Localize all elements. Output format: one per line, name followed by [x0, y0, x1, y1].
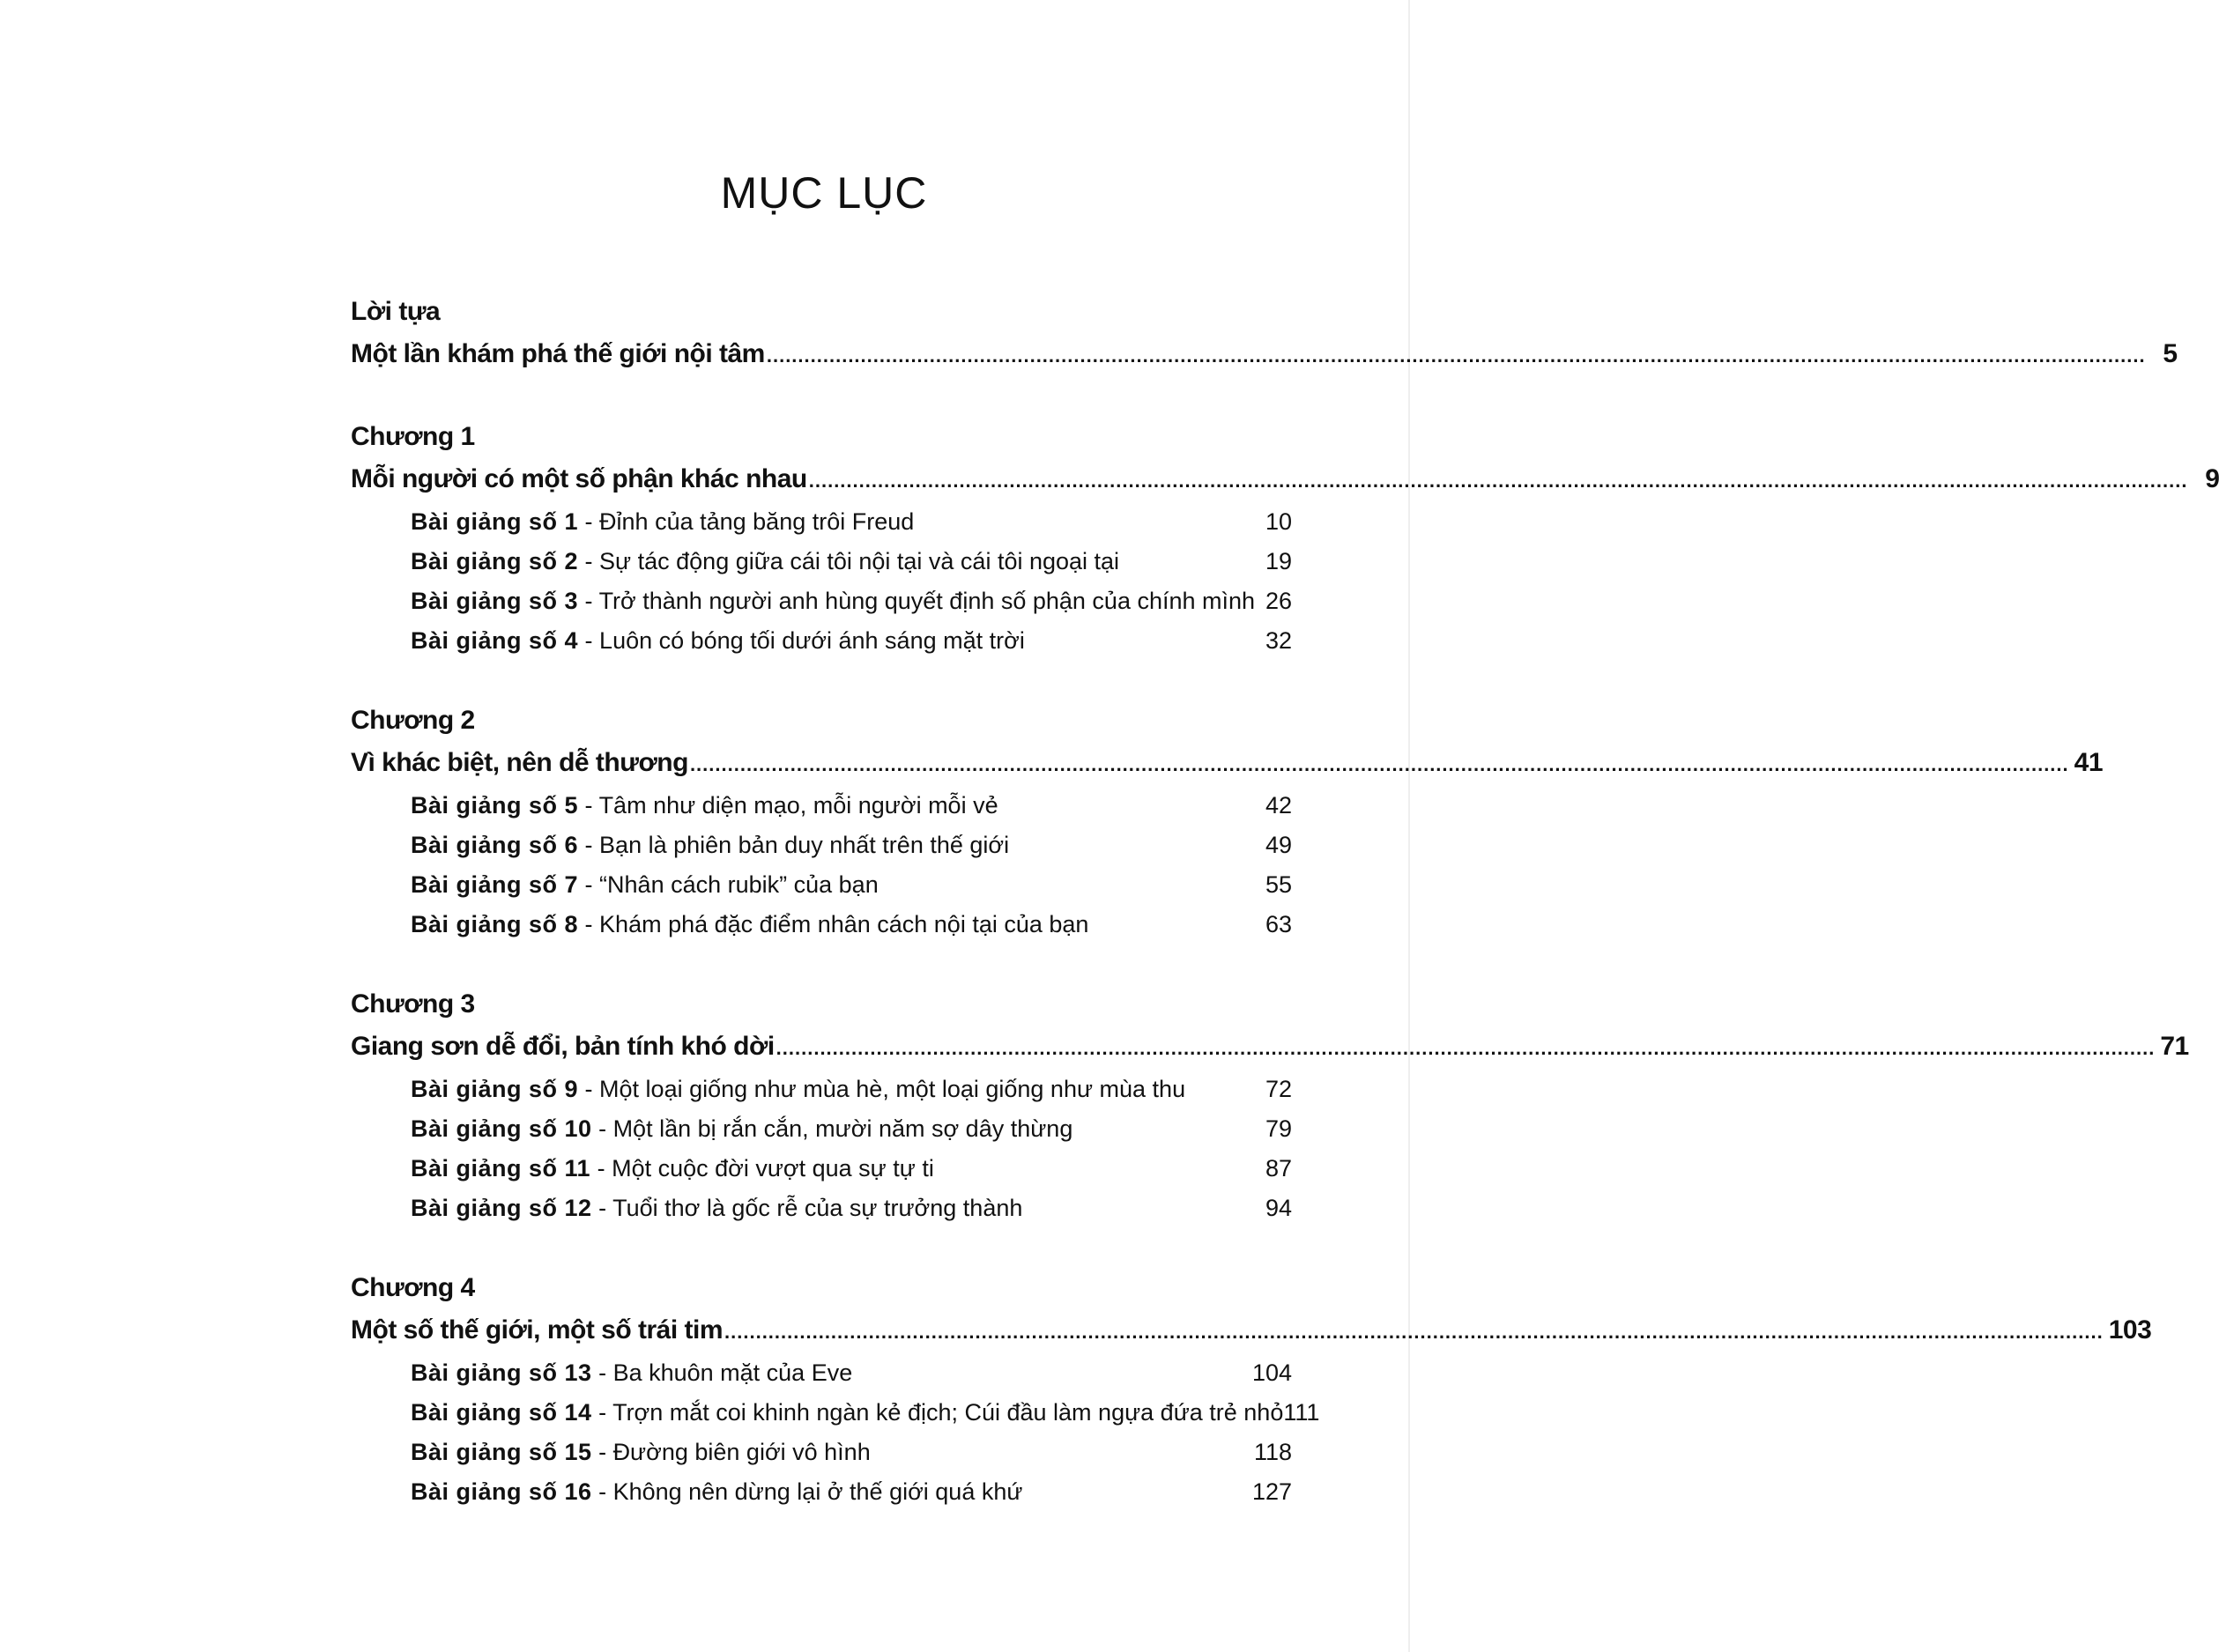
lesson-separator: -	[591, 1439, 613, 1465]
lesson-text	[411, 826, 1257, 865]
lesson-separator: -	[591, 1115, 613, 1142]
section-heading-entry[interactable]	[351, 331, 2178, 377]
lesson-text	[411, 1149, 1257, 1189]
section-label: Chương 2	[351, 706, 475, 735]
section-page-number: 5	[2163, 339, 2178, 368]
lesson-text	[411, 786, 1257, 826]
section-label: Chương 1	[351, 422, 475, 451]
section-heading-entry[interactable]	[351, 740, 2104, 786]
section-heading-entry[interactable]	[351, 1308, 2152, 1353]
lesson-page-number: 26	[1265, 588, 1292, 614]
lesson-separator: -	[578, 627, 600, 654]
section-heading: Mỗi người có một số phận khác nhau	[351, 464, 807, 493]
lesson-entry[interactable]	[351, 1109, 1292, 1149]
lesson-separator: -	[578, 1076, 600, 1102]
lesson-page-number: 32	[1265, 627, 1292, 654]
section-heading: Giang sơn dễ đổi, bản tính khó dời	[351, 1032, 775, 1061]
lesson-entry[interactable]	[351, 1393, 1320, 1433]
lesson-entry[interactable]	[351, 542, 1292, 582]
section-heading-entry[interactable]	[351, 456, 2219, 502]
lesson-number: Bài giảng số 14	[411, 1399, 592, 1426]
lesson-page-number: 94	[1265, 1195, 1292, 1221]
lesson-separator: -	[578, 588, 599, 614]
lesson-entry[interactable]	[351, 1433, 1292, 1472]
lesson-separator: -	[591, 1195, 613, 1221]
dot-leader: ............................................................................................................................................................................................................................	[689, 753, 2069, 775]
lesson-separator: -	[591, 1359, 613, 1386]
lesson-number: Bài giảng số 8	[411, 911, 579, 937]
lesson-number: Bài giảng số 1	[411, 508, 579, 535]
lesson-entry[interactable]	[351, 1149, 1292, 1189]
lesson-entry[interactable]	[351, 1472, 1292, 1512]
lesson-entry[interactable]	[351, 1353, 1292, 1393]
section-page-number: 9	[2205, 464, 2219, 493]
lesson-title: Đường biên giới vô hình	[612, 1439, 871, 1465]
lesson-entry[interactable]	[351, 502, 1292, 542]
lesson-title: “Nhân cách rubik” của bạn	[599, 871, 879, 898]
toc-section	[351, 1269, 2152, 1512]
dot-leader: ............................................................................................................................................................................................................................	[724, 1321, 2104, 1343]
lesson-page-number: 104	[1251, 1359, 1292, 1386]
lesson-text	[411, 582, 1257, 621]
lesson-entry[interactable]	[351, 621, 1292, 661]
section-page-number: 41	[2074, 748, 2104, 777]
lesson-title: Tuổi thơ là gốc rễ của sự trưởng thành	[612, 1195, 1023, 1221]
lesson-text	[411, 502, 1257, 542]
lesson-separator: -	[578, 911, 600, 937]
section-heading: Vì khác biệt, nên dễ thương	[351, 748, 688, 777]
lesson-text	[411, 865, 1257, 905]
lesson-number: Bài giảng số 12	[411, 1195, 592, 1221]
lesson-text	[411, 1353, 1252, 1393]
lesson-text	[411, 1393, 1283, 1433]
lesson-number: Bài giảng số 3	[411, 588, 579, 614]
lesson-number: Bài giảng số 11	[411, 1155, 591, 1182]
section-label: Chương 4	[351, 1273, 475, 1302]
toc-section	[351, 985, 2189, 1228]
lesson-title: Không nên dừng lại ở thế giới quá khứ	[612, 1478, 1023, 1505]
lesson-page-number: 127	[1251, 1478, 1292, 1505]
lesson-separator: -	[591, 1478, 613, 1505]
lesson-page-number: 10	[1265, 508, 1292, 535]
page-title: MỤC LỤC	[720, 168, 928, 218]
lesson-entry[interactable]	[351, 826, 1292, 865]
lesson-text	[411, 905, 1257, 945]
lesson-entry[interactable]	[351, 905, 1292, 945]
lesson-page-number: 72	[1265, 1076, 1292, 1102]
lesson-page-number: 55	[1265, 871, 1292, 898]
lesson-title: Tâm như diện mạo, mỗi người mỗi vẻ	[598, 792, 998, 819]
lesson-separator: -	[578, 871, 600, 898]
lesson-title: Một cuộc đời vượt qua sự tự ti	[612, 1155, 934, 1182]
lesson-title: Một lần bị rắn cắn, mười năm sợ dây thừng	[612, 1115, 1073, 1142]
lesson-title: Đỉnh của tảng băng trôi Freud	[599, 508, 915, 535]
lesson-separator: -	[578, 548, 600, 574]
toc-section	[351, 701, 2104, 945]
section-label: Chương 3	[351, 989, 475, 1019]
lesson-entry[interactable]	[351, 582, 1292, 621]
lesson-text	[411, 1109, 1257, 1149]
lesson-page-number: 49	[1265, 832, 1292, 858]
lesson-text	[411, 1189, 1257, 1228]
lesson-page-number: 79	[1265, 1115, 1292, 1142]
lesson-number: Bài giảng số 7	[411, 871, 579, 898]
lesson-title: Bạn là phiên bản duy nhất trên thế giới	[599, 832, 1010, 858]
lesson-title: Trợn mắt coi khinh ngàn kẻ địch; Cúi đầu làm ngựa đứa trẻ nhỏ	[612, 1399, 1284, 1426]
lesson-text	[411, 1070, 1257, 1109]
lesson-page-number: 42	[1265, 792, 1292, 819]
lesson-separator: -	[590, 1155, 612, 1182]
lesson-separator: -	[591, 1399, 613, 1426]
lesson-entry[interactable]	[351, 786, 1292, 826]
dot-leader: ............................................................................................................................................................................................................................	[808, 470, 2188, 492]
section-label: Lời tựa	[351, 297, 441, 326]
lesson-separator: -	[578, 508, 600, 535]
section-page-number: 71	[2160, 1032, 2189, 1061]
lesson-separator: -	[578, 832, 600, 858]
lesson-text	[411, 1433, 1254, 1472]
lesson-page-number: 87	[1265, 1155, 1292, 1182]
lesson-number: Bài giảng số 5	[411, 792, 579, 819]
lesson-number: Bài giảng số 15	[411, 1439, 592, 1465]
lesson-title: Luôn có bóng tối dưới ánh sáng mặt trời	[599, 627, 1025, 654]
lesson-title: Ba khuôn mặt của Eve	[612, 1359, 853, 1386]
lesson-title: Một loại giống như mùa hè, một loại giống như mùa thu	[599, 1076, 1186, 1102]
section-page-number: 103	[2108, 1315, 2152, 1345]
lesson-page-number: 111	[1283, 1399, 1320, 1426]
lesson-number: Bài giảng số 10	[411, 1115, 592, 1142]
lesson-number: Bài giảng số 16	[411, 1478, 592, 1505]
lesson-entry[interactable]	[351, 1189, 1292, 1228]
lesson-text	[411, 1472, 1252, 1512]
dot-leader: ............................................................................................................................................................................................................................	[776, 1037, 2156, 1059]
toc-section	[351, 418, 2219, 661]
lesson-entry[interactable]	[351, 1070, 1292, 1109]
lesson-number: Bài giảng số 9	[411, 1076, 579, 1102]
table-of-contents	[351, 293, 2219, 1552]
lesson-text	[411, 621, 1257, 661]
lesson-page-number: 118	[1253, 1439, 1292, 1465]
lesson-number: Bài giảng số 6	[411, 832, 579, 858]
lesson-title: Sự tác động giữa cái tôi nội tại và cái tôi ngoại tại	[599, 548, 1120, 574]
section-heading: Một số thế giới, một số trái tim	[351, 1315, 724, 1345]
lesson-separator: -	[578, 792, 599, 819]
lesson-entry[interactable]	[351, 865, 1292, 905]
section-heading: Một lần khám phá thế giới nội tâm	[351, 339, 765, 368]
lesson-text	[411, 542, 1257, 582]
lesson-number: Bài giảng số 4	[411, 627, 579, 654]
lesson-page-number: 63	[1265, 911, 1292, 937]
lesson-title: Khám phá đặc điểm nhân cách nội tại của bạn	[599, 911, 1089, 937]
page-edge-shadow	[1408, 0, 1410, 1652]
lesson-page-number: 19	[1265, 548, 1292, 574]
toc-section	[351, 293, 2178, 377]
lesson-title: Trở thành người anh hùng quyết định số phận của chính mình	[598, 588, 1256, 614]
section-heading-entry[interactable]	[351, 1024, 2189, 1070]
lesson-number: Bài giảng số 2	[411, 548, 579, 574]
dot-leader: ............................................................................................................................................................................................................................	[766, 344, 2146, 367]
lesson-number: Bài giảng số 13	[411, 1359, 592, 1386]
